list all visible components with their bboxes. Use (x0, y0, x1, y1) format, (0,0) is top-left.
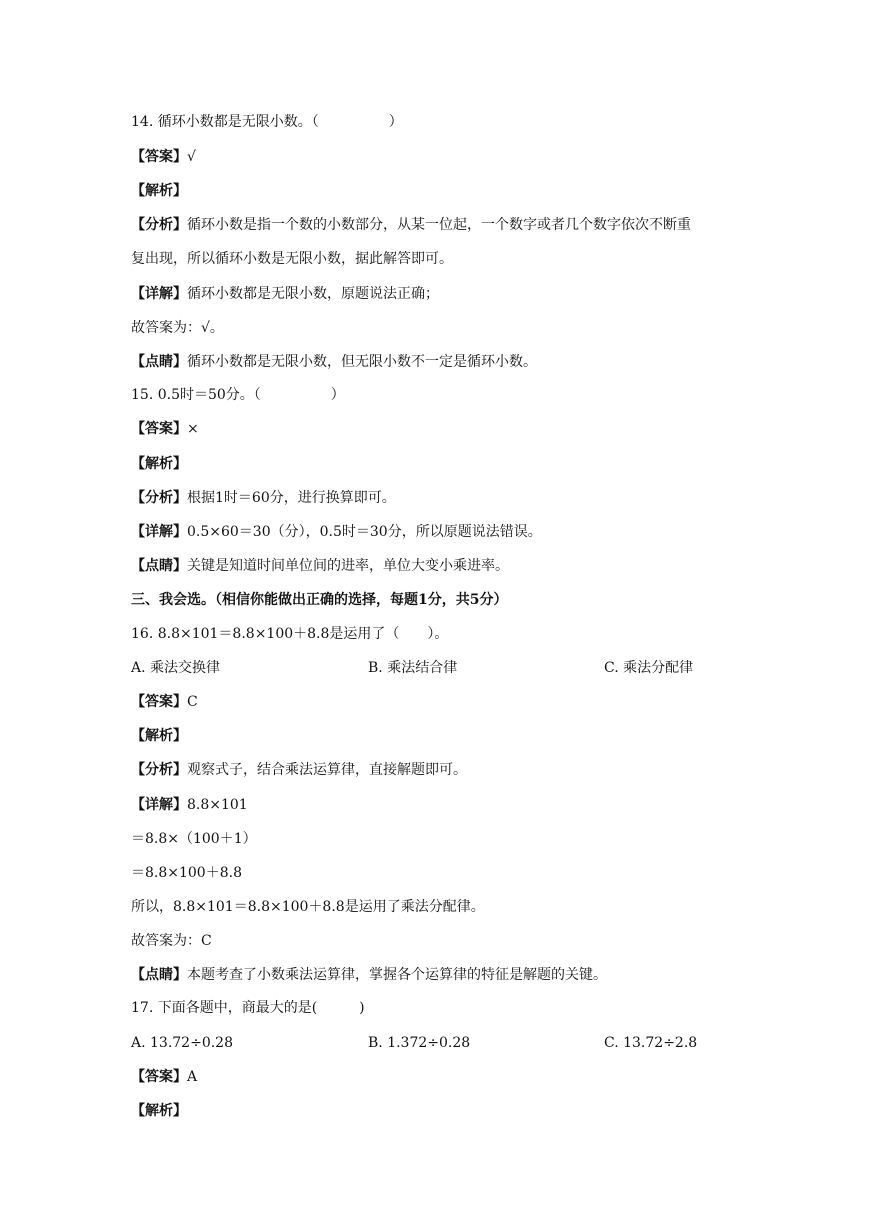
q15-dianjing (131, 556, 509, 576)
q14-conclusion: 故答案为：√。 (131, 320, 224, 336)
q14-xiangjie (131, 284, 439, 304)
answer-value: A (187, 1069, 198, 1085)
q16-option-a: A. 乘法交换律 (131, 660, 221, 676)
q15-stem: 15. 0.5时＝50分。（ ） (131, 387, 345, 403)
answer-value: × (187, 421, 199, 437)
xiangjie-text: 循环小数都是无限小数，原题说法正确； (187, 286, 439, 302)
dianjing-text: 循环小数都是无限小数，但无限小数不一定是循环小数。 (187, 354, 537, 370)
q16-xiangjie (131, 795, 248, 815)
q17-option-c: C. 13.72÷2.8 (604, 1035, 698, 1051)
section-3-heading: 三、我会选。（相信你能做出正确的选择，每题1分，共5分） (131, 592, 508, 608)
dianjing-text: 关键是知道时间单位间的进率，单位大变小乘进率。 (187, 558, 509, 574)
q14-stem: 14. 循环小数都是无限小数。（ ） (131, 114, 403, 130)
calc-step-1: 8.8×101 (187, 797, 248, 813)
calc-step-4: 所以，8.8×101＝8.8×100＋8.8是运用了乘法分配律。 (131, 899, 485, 915)
fenxi-label: 【分析】 (131, 490, 187, 506)
q16-option-c: C. 乘法分配律 (604, 660, 694, 676)
q16-conclusion: 故答案为：C (131, 933, 212, 949)
q16-dianjing (131, 965, 607, 985)
xiangjie-text: 0.5×60＝30（分），0.5时＝30分，所以原题说法错误。 (187, 524, 542, 540)
q14-jiexi-heading: 【解析】 (131, 183, 187, 199)
xiangjie-label: 【详解】 (131, 286, 187, 302)
q14-answer (131, 147, 196, 167)
xiangjie-label: 【详解】 (131, 524, 187, 540)
fenxi-text: 观察式子，结合乘法运算律，直接解题即可。 (187, 762, 467, 778)
q14-fenxi-line-2: 复出现，所以循环小数是无限小数，据此解答即可。 (131, 251, 453, 267)
answer-label: 【答案】 (131, 149, 187, 165)
calc-step-3: ＝8.8×100＋8.8 (131, 865, 242, 881)
q17-jiexi-heading: 【解析】 (131, 1103, 187, 1119)
q16-fenxi (131, 760, 467, 780)
answer-value: √ (187, 149, 196, 165)
dianjing-label: 【点睛】 (131, 354, 187, 370)
q15-fenxi (131, 488, 396, 508)
answer-label: 【答案】 (131, 1069, 187, 1085)
q14-dianjing (131, 352, 537, 372)
fenxi-text: 循环小数是指一个数的小数部分，从某一位起，一个数字或者几个数字依次不断重 (187, 217, 691, 233)
dianjing-label: 【点睛】 (131, 558, 187, 574)
q17-option-b: B. 1.372÷0.28 (368, 1035, 471, 1051)
answer-value: C (187, 694, 198, 710)
q15-xiangjie (131, 522, 542, 542)
fenxi-label: 【分析】 (131, 217, 187, 233)
answer-label: 【答案】 (131, 421, 187, 437)
xiangjie-label: 【详解】 (131, 797, 187, 813)
calc-step-2: ＝8.8×（100＋1） (131, 831, 257, 847)
fenxi-label: 【分析】 (131, 762, 187, 778)
q16-stem: 16. 8.8×101＝8.8×100＋8.8是运用了（ ）。 (131, 626, 449, 642)
q16-option-b: B. 乘法结合律 (368, 660, 458, 676)
q17-option-a: A. 13.72÷0.28 (131, 1035, 233, 1051)
q15-jiexi-heading: 【解析】 (131, 456, 187, 472)
q17-answer (131, 1067, 197, 1087)
q15-answer (131, 419, 199, 439)
dianjing-text: 本题考查了小数乘法运算律，掌握各个运算律的特征是解题的关键。 (187, 967, 607, 983)
answer-label: 【答案】 (131, 694, 187, 710)
q16-answer (131, 692, 198, 712)
fenxi-text: 根据1时＝60分，进行换算即可。 (187, 490, 396, 506)
q17-stem: 17. 下面各题中，商最大的是( ) (131, 1000, 365, 1016)
q16-jiexi-heading: 【解析】 (131, 728, 187, 744)
dianjing-label: 【点睛】 (131, 967, 187, 983)
q14-fenxi-line-1 (131, 215, 691, 235)
